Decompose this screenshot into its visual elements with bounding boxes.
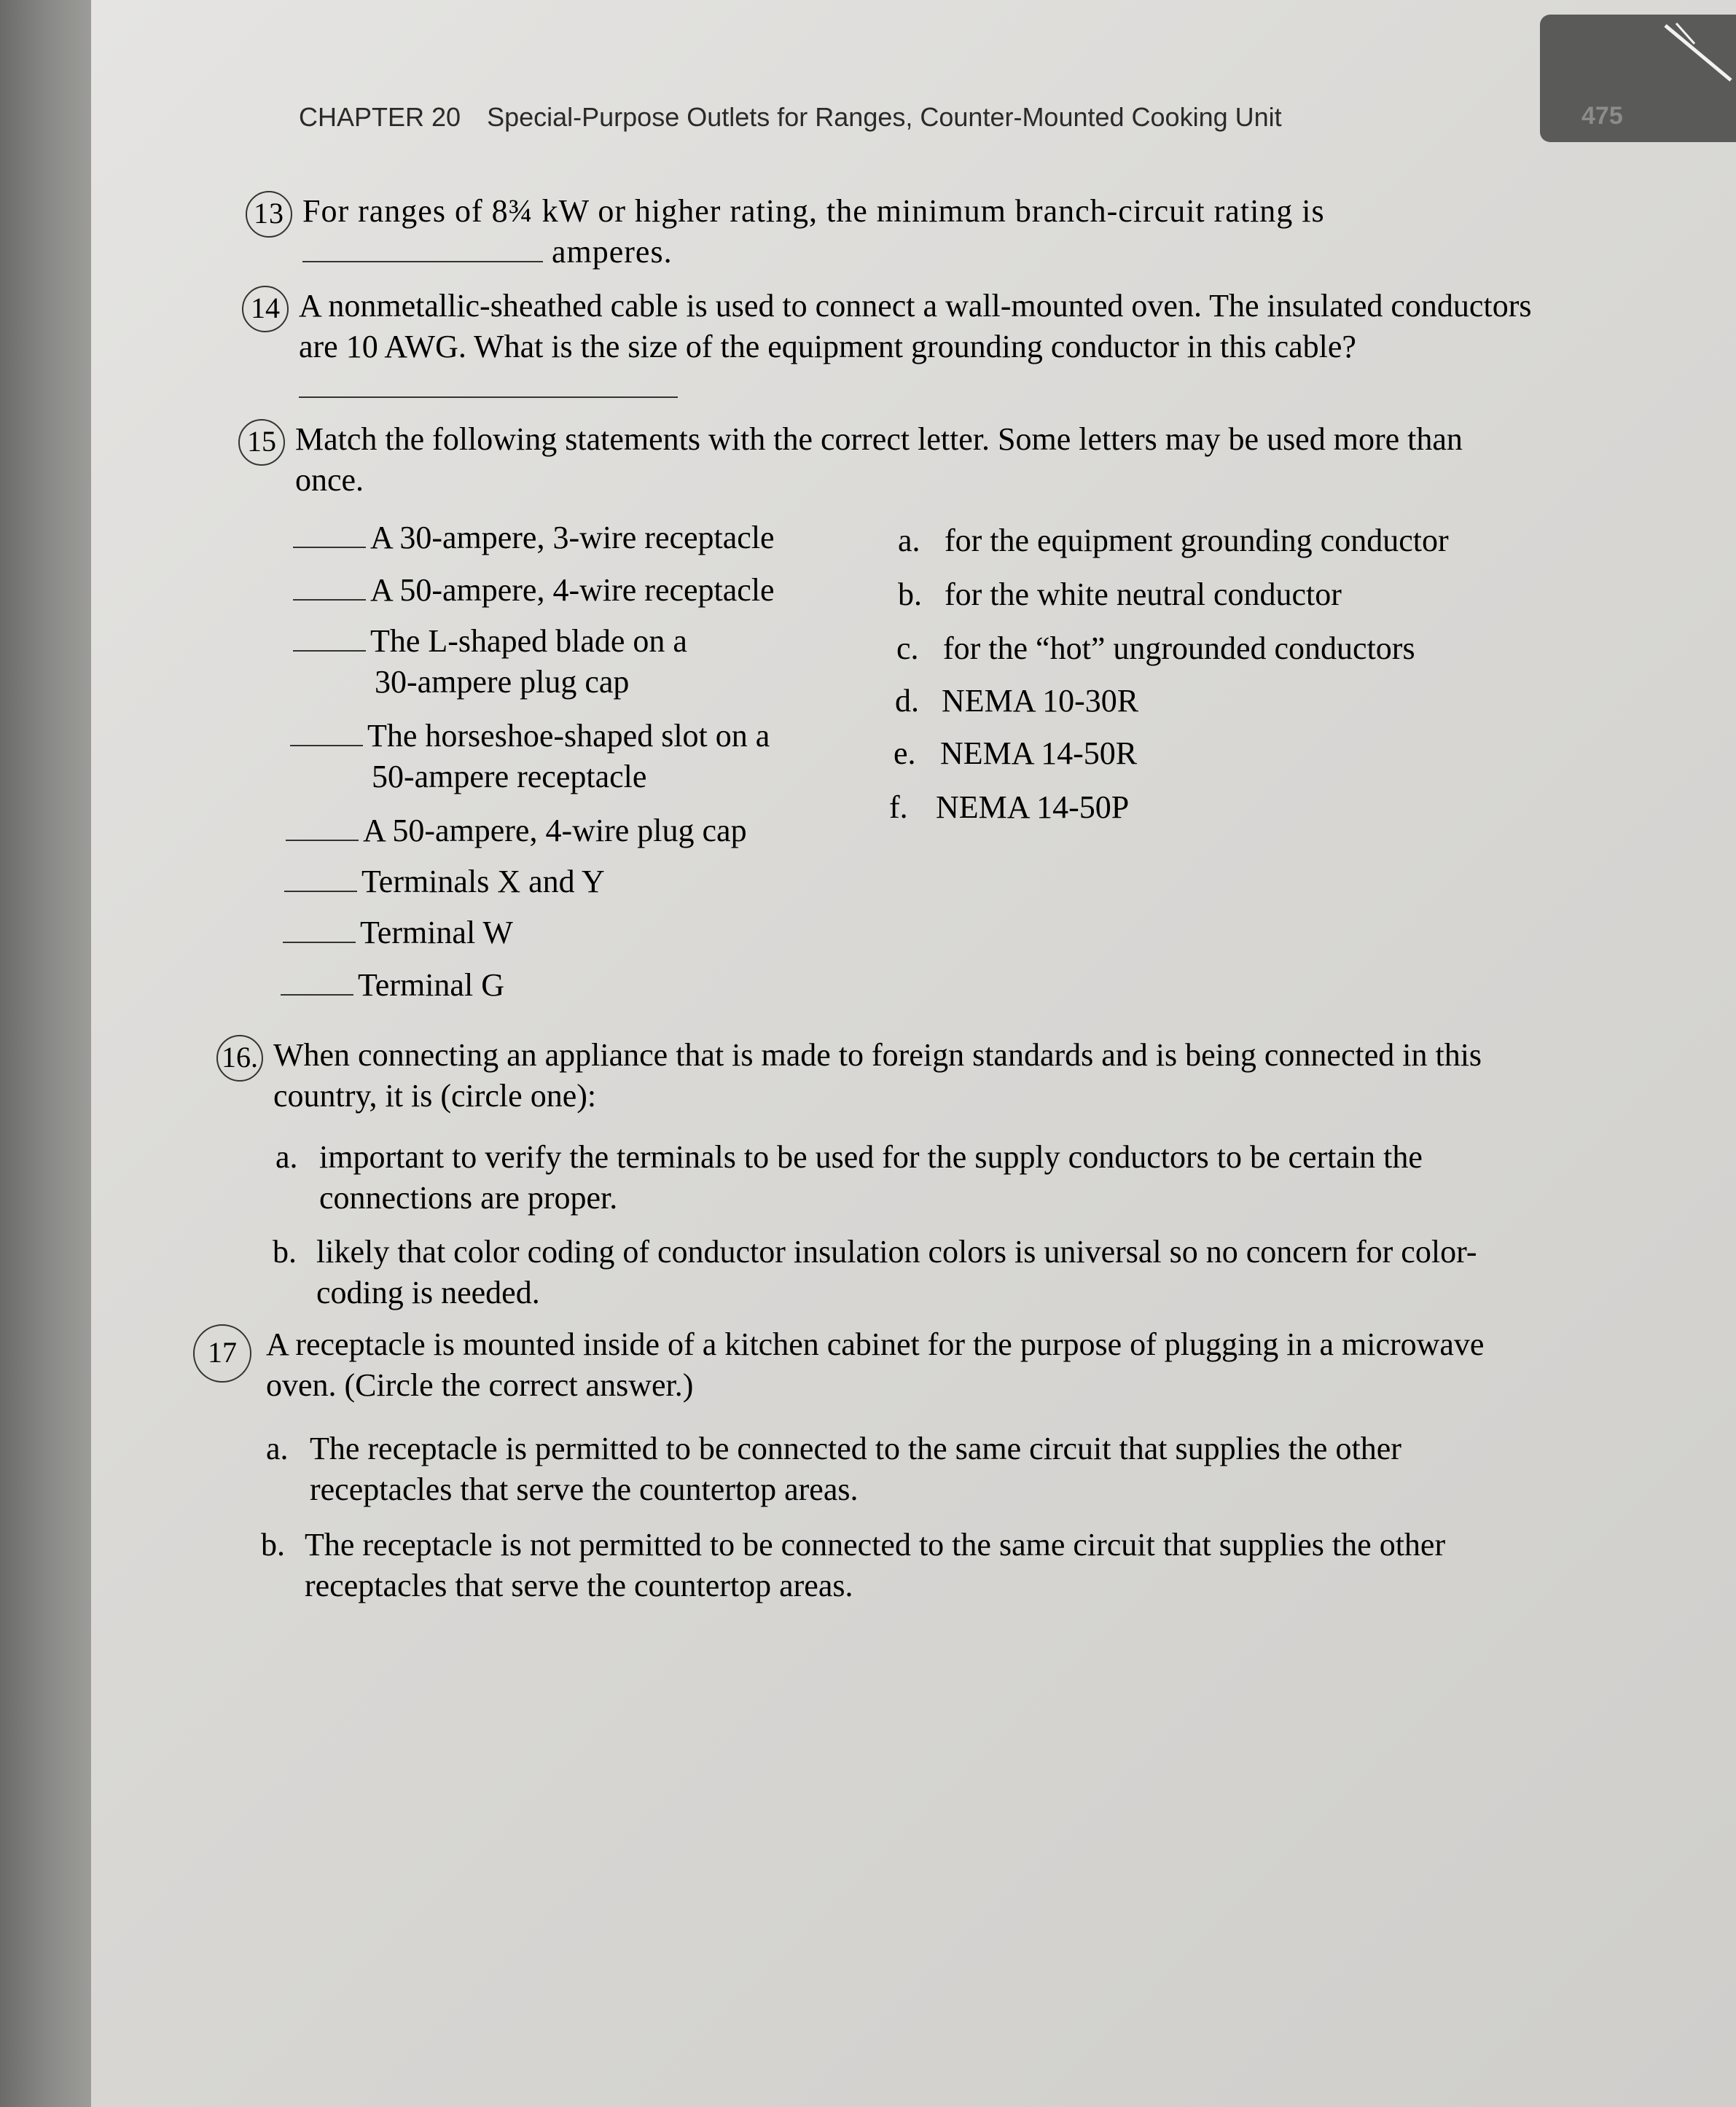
chapter-header [299, 102, 1465, 133]
match-answer-blank[interactable] [290, 723, 363, 746]
book-spine-shadow [0, 0, 91, 2107]
question-text: Match the following statements with the correct letter. Some letters may be used more than once. [295, 421, 1463, 498]
question-number-circled: 17 [193, 1324, 251, 1383]
match-statement: The horseshoe-shaped slot on a 50-ampere receptacle [290, 716, 770, 797]
question-number-circled: 13 [246, 191, 292, 238]
match-answer-blank[interactable] [293, 525, 366, 548]
match-answer-blank[interactable] [283, 920, 356, 943]
match-answer-blank[interactable] [293, 628, 366, 652]
page-number: 475 [1581, 102, 1623, 130]
question-13 [254, 191, 1541, 273]
match-choice: c. for the “hot” ungrounded conductors [896, 630, 1415, 666]
answer-option-a[interactable]: a. The receptacle is permitted to be connected to the same circuit that supplies the other receptacles that serve the countertop areas. [266, 1431, 1401, 1507]
chapter-title: Special-Purpose Outlets for Ranges, Counter-Mounted Cooking Unit [487, 102, 1282, 132]
match-statement: The L-shaped blade on a 30-ampere plug cap [293, 621, 687, 703]
question-text: A receptacle is mounted inside of a kitchen cabinet for the purpose of plugging in a microwave oven. (Circle the correct answer.) [266, 1326, 1485, 1403]
question-text: For ranges of 8¾ kW or higher rating, the minimum branch-circuit rating is [302, 193, 1325, 229]
question-text: When connecting an appliance that is made to foreign standards and is being connected in this country, it is (circle one): [273, 1037, 1482, 1114]
match-answer-blank[interactable] [293, 577, 366, 601]
question-16 [222, 1035, 1527, 1117]
match-statement: Terminal G [281, 965, 504, 1006]
match-statement: Terminals X and Y [284, 861, 605, 902]
answer-option-a[interactable]: a. important to verify the terminals to be used for the supply conductors to be certain the connections are proper. [275, 1139, 1423, 1216]
answer-option-b[interactable]: b. likely that color coding of conductor insulation colors is universal so no concern for color-coding is needed. [273, 1234, 1477, 1310]
pen-mark-icon [1662, 22, 1735, 87]
answer-blank[interactable] [299, 367, 678, 398]
match-answer-blank[interactable] [284, 869, 357, 892]
answer-blank[interactable] [302, 232, 543, 262]
question-number-circled: 16. [216, 1035, 263, 1082]
match-choice: a. for the equipment grounding conductor [898, 523, 1449, 558]
question-text: A nonmetallic-sheathed cable is used to connect a wall-mounted oven. The insulated conductors are 10 AWG. What is the size of the equipment grounding conductor in this cable? [299, 288, 1532, 364]
match-answer-blank[interactable] [286, 818, 359, 841]
match-choice: b. for the white neutral conductor [898, 576, 1342, 612]
match-statement: A 50-ampere, 4-wire plug cap [286, 810, 747, 851]
answer-option-b[interactable]: b. The receptacle is not permitted to be connected to the same circuit that supplies the other receptacles that serve the countertop areas. [261, 1527, 1446, 1603]
question-17 [208, 1324, 1527, 1406]
match-answer-blank[interactable] [281, 972, 353, 996]
answer-unit: amperes. [552, 234, 673, 270]
match-choice: e. NEMA 14-50R [894, 735, 1138, 771]
match-choice: d. NEMA 10-30R [895, 683, 1139, 719]
chapter-label: CHAPTER 20 [299, 102, 461, 132]
question-14 [251, 286, 1538, 408]
match-statement: A 50-ampere, 4-wire receptacle [293, 570, 775, 611]
match-choice: f. NEMA 14-50P [889, 789, 1130, 825]
question-15 [247, 419, 1534, 501]
match-statement: Terminal W [283, 912, 513, 953]
question-number-circled: 14 [242, 286, 289, 332]
match-statement: A 30-ampere, 3-wire receptacle [293, 517, 775, 558]
question-number-circled: 15 [238, 419, 285, 466]
